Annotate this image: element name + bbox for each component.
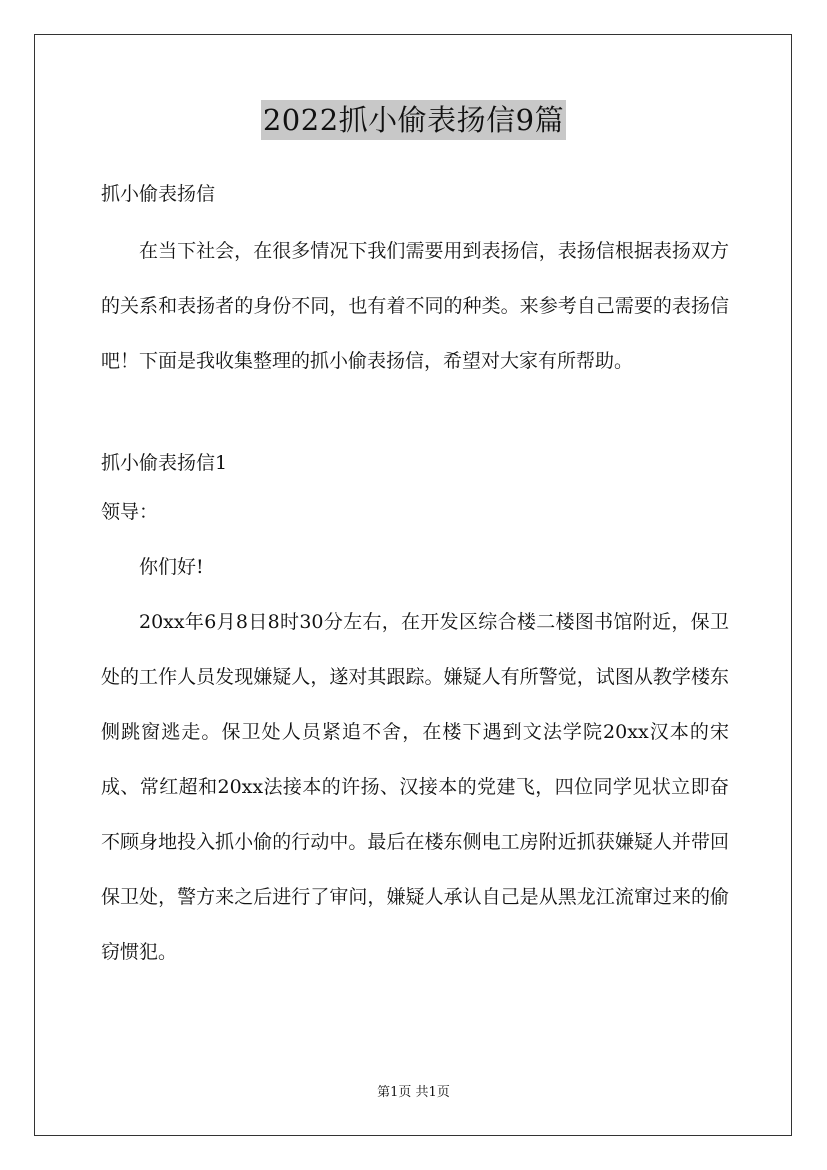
document-body xyxy=(101,172,729,980)
letter-heading: 抓小偷表扬信1 xyxy=(101,452,228,474)
spacer xyxy=(101,389,729,441)
title-container xyxy=(0,100,827,140)
salutation: 领导： xyxy=(101,501,159,523)
spacer xyxy=(101,216,729,224)
intro-paragraph: 在当下社会，在很多情况下我们需要用到表扬信，表扬信根据表扬双方的关系和表扬者的身份不同，也有着不同的种类。来参考自己需要的表扬信吧！下面是我收集整理的抓小偷表扬信，希望对大家有所帮助。 xyxy=(101,240,729,372)
document-title: 2022抓小偷表扬信9篇 xyxy=(261,100,566,140)
greeting: 你们好! xyxy=(139,556,204,578)
page-footer: 第1页 共1页 xyxy=(377,1085,450,1100)
body-paragraph: 20xx年6月8日8时30分左右，在开发区综合楼二楼图书馆附近，保卫处的工作人员发现嫌疑人，遂对其跟踪。嫌疑人有所警觉，试图从教学楼东侧跳窗逃走。保卫处人员紧追不舍，在楼下遇到文法学院20xx汉本的宋成、常红超和20xx法接本的许扬、汉接本的党建飞，四位同学见状立即奋不顾身地投入抓小偷的行动中。最后在楼东侧电工房附近抓获嫌疑人并带回保卫处，警方来之后进行了审问，嫌疑人承认自己是从黑龙江流窜过来的偷窃惯犯。 xyxy=(101,611,729,963)
intro-heading: 抓小偷表扬信 xyxy=(101,183,216,205)
